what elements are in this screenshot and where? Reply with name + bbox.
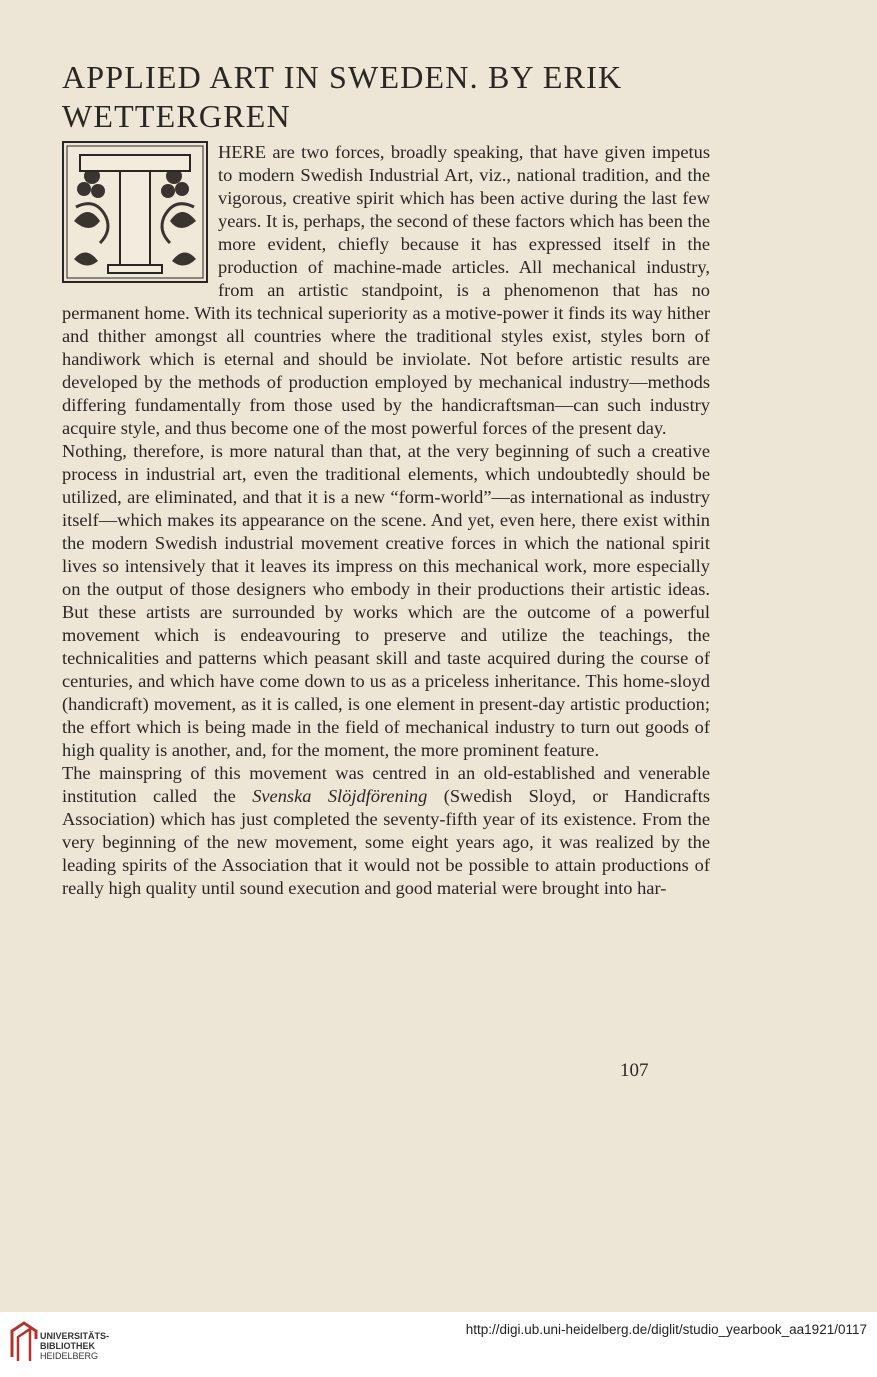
paragraph-2: Nothing, therefore, is more natural than that, at the very beginning of such a creative process in industrial art, even the traditional elements, which undoubtedly should be utilized, are eliminated, and that it is a new “form-world”—as international as industry itself—which makes its appearance on the scene. And yet, even here, there exist within the modern Swedish industrial movement creative forces in which the national spirit lives so intensively that it leaves its impress on this mechanical work, more especially on the output of those designers who embody in their productions their artistic ideas. But these artists are surrounded by works which are the outcome of a powerful movement which is endeavouring to preserve and utilize the teachings, the technicalities and patterns which peasant skill and taste acquired during the course of centuries, and which have come down to us as a priceless inheritance. This home-sloyd (handicraft) movement, as it is called, is one element in present-day artistic production; the effort which is being made in the field of mechanical industry to turn out goods of high quality is another, and, for the moment, the more prominent feature. [62, 441, 710, 760]
source-url[interactable]: http://digi.ub.uni-heidelberg.de/diglit/studio_yearbook_aa1921/0117 [465, 1322, 867, 1337]
paragraph-3: The mainspring of this movement was centred in an old-established and venerable institution called the Svenska Slöjdförening (Swedish Sloyd, or Handicrafts Association) which has just completed the seventy-fifth year of its existence. From the very beginning of the new movement, some eight years ago, it was realized by the leading spirits of the Association that it would not be possible to attain productions of really high quality until sound execution and good material were brought into har- [62, 763, 711, 898]
ornament-initial-icon [62, 141, 208, 283]
article-body [62, 141, 710, 900]
library-name: UNIVERSITÄTS- BIBLIOTHEK HEIDELBERG [40, 1331, 110, 1361]
association-name: Svenska Slöjdförening [252, 786, 428, 806]
page-number: 107 [620, 1060, 649, 1081]
paragraph-1 [62, 141, 710, 440]
paragraph-1-text: HERE are two forces, broadly speaking, that have given impetus to modern Swedish Industrial Art, viz., national tradition, and the vigorous, creative spirit which has been active during the last few years. It is, perhaps, the second of these factors which has been the more evident, chiefly because it has expressed itself in the production of machine-made articles. All mechanical industry, from an artistic standpoint, is a phenomenon that has no permanent home. With its technical superiority as a motive-power it finds its way hither and thither amongst all countries where the traditional styles exist, styles born of handiwork which is eternal and should be inviolate. Not before artistic results are developed by the methods of production employed by mechanical industry—methods differing fundamentally from those used by the handicraftsman—can such industry acquire style, and thus become one of the most powerful forces of the present day. [62, 142, 710, 438]
decorated-initial-t [62, 141, 212, 285]
article-title: APPLIED ART IN SWEDEN. BY ERIK WETTERGREN [62, 59, 623, 134]
